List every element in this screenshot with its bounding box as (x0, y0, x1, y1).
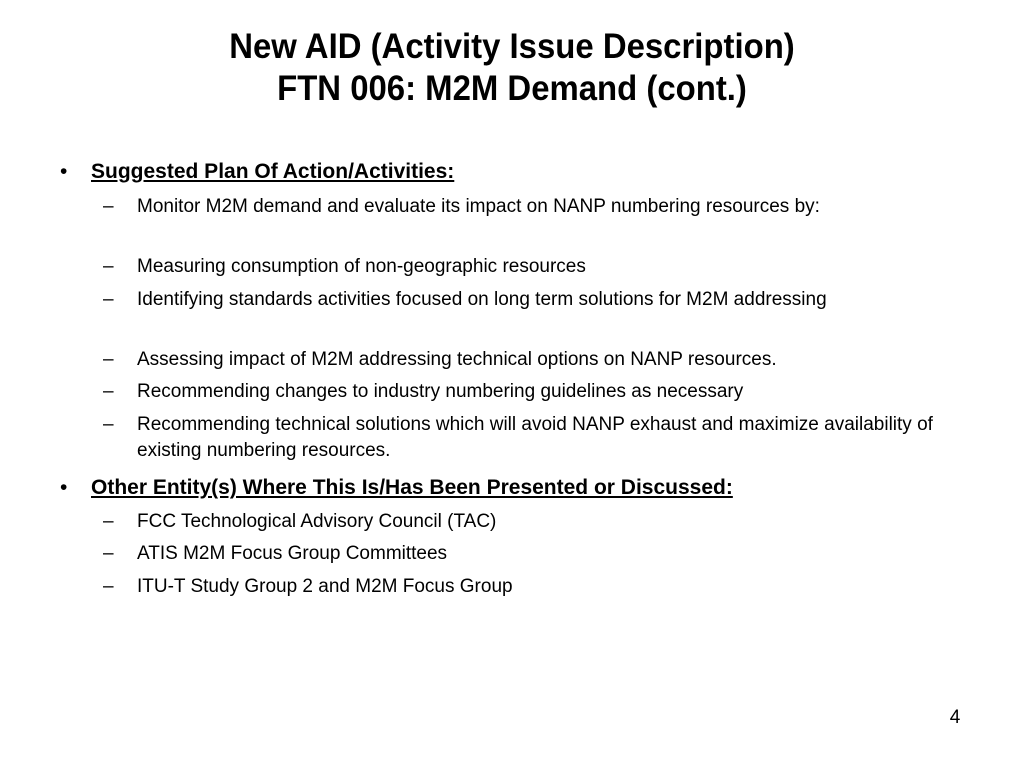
entity-item: ITU-T Study Group 2 and M2M Focus Group (137, 576, 513, 597)
plan-item: Recommending changes to industry numbering guidelines as necessary (137, 381, 744, 402)
dash-marker: – (103, 196, 114, 217)
dash-marker: – (103, 576, 114, 597)
entity-item: ATIS M2M Focus Group Committees (137, 543, 448, 564)
plan-item: Recommending technical solutions which will avoid NANP exhaust and maximize availability of existing numbering resources. (137, 414, 933, 461)
plan-item: Monitor M2M demand and evaluate its impact on NANP numbering resources by: (137, 196, 820, 217)
dash-marker: – (103, 289, 114, 310)
entity-item: FCC Technological Advisory Council (TAC) (137, 511, 497, 532)
dash-marker: – (103, 511, 114, 532)
dash-marker: – (103, 543, 114, 564)
section-heading-text: Other Entity(s) Where This Is/Has Been Presented or Discussed: (91, 476, 733, 499)
section-heading-plan (91, 159, 454, 185)
dash-marker: – (103, 256, 114, 277)
plan-item: Identifying standards activities focused on long term solutions for M2M addressing (137, 289, 827, 310)
bullet-marker: • (60, 476, 68, 499)
section-heading-entities (91, 475, 733, 501)
page-number: 4 (949, 707, 961, 728)
title-line-2: FTN 006: M2M Demand (cont.) (277, 69, 747, 108)
bullet-marker: • (60, 160, 68, 183)
dash-marker: – (103, 381, 114, 402)
dash-marker: – (103, 414, 114, 435)
dash-marker: – (103, 349, 114, 370)
section-heading-text: Suggested Plan Of Action/Activities: (91, 160, 455, 183)
title-line-1: New AID (Activity Issue Description) (229, 27, 795, 66)
plan-item: Measuring consumption of non-geographic resources (137, 256, 586, 277)
plan-item: Assessing impact of M2M addressing technical options on NANP resources. (137, 349, 777, 370)
